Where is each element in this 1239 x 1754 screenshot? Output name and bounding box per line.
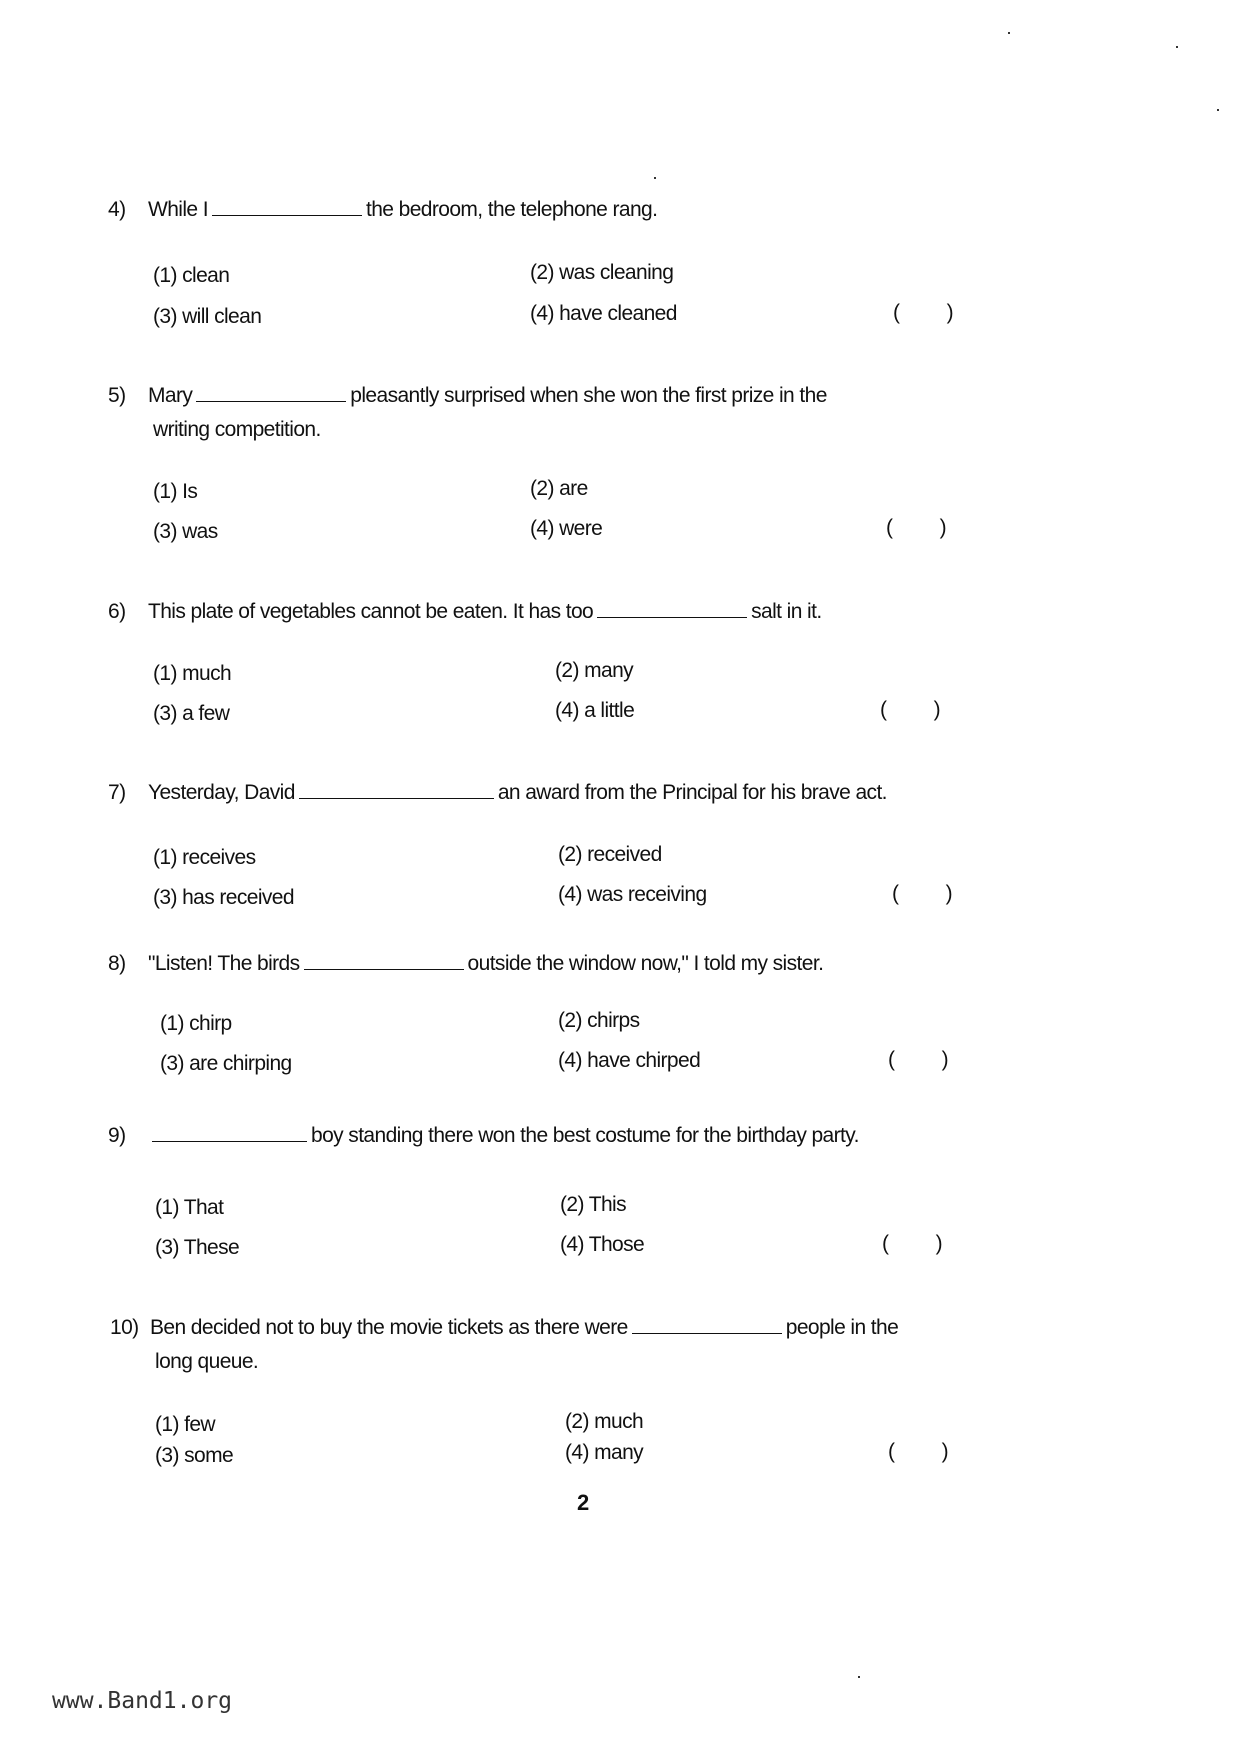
option-1: (1) much bbox=[153, 662, 232, 685]
answer-blank bbox=[196, 387, 346, 402]
question-stem bbox=[148, 952, 823, 976]
answer-box[interactable]: ( ) bbox=[888, 1048, 949, 1071]
answer-box[interactable]: ( ) bbox=[882, 1232, 943, 1255]
question-text-after: outside the window now," I told my sister. bbox=[467, 952, 824, 975]
option-3: (3) are chirping bbox=[160, 1052, 292, 1075]
question-stem bbox=[148, 198, 657, 222]
option-4: (4) Those bbox=[560, 1233, 645, 1256]
answer-blank bbox=[304, 955, 464, 970]
question-number: 5) bbox=[108, 384, 126, 407]
option-3: (3) will clean bbox=[153, 305, 262, 328]
option-2: (2) This bbox=[560, 1193, 626, 1216]
answer-box[interactable]: ( ) bbox=[888, 1440, 949, 1463]
answer-blank bbox=[299, 784, 494, 799]
option-1: (1) clean bbox=[153, 264, 230, 287]
question-text-before: "Listen! The birds bbox=[148, 952, 300, 975]
question-text-after: an award from the Principal for his brave act. bbox=[497, 781, 887, 804]
option-1: (1) few bbox=[155, 1413, 215, 1436]
option-4: (4) was receiving bbox=[558, 883, 707, 906]
watermark: www.Band1.org bbox=[52, 1688, 233, 1714]
option-3: (3) has received bbox=[153, 886, 294, 909]
answer-blank bbox=[212, 201, 362, 216]
scan-speck bbox=[654, 177, 656, 179]
question-text-line2: long queue. bbox=[155, 1350, 259, 1373]
option-4: (4) were bbox=[530, 517, 603, 540]
question-number: 10) bbox=[110, 1316, 139, 1339]
option-3: (3) a few bbox=[153, 702, 230, 725]
option-2: (2) much bbox=[565, 1410, 644, 1433]
question-text-before: This plate of vegetables cannot be eaten. It has too bbox=[148, 600, 594, 623]
question-stem bbox=[148, 600, 822, 624]
question-text-after: pleasantly surprised when she won the first prize in the bbox=[350, 384, 827, 407]
question-text-before: While I bbox=[148, 198, 208, 221]
question-text-after: the bedroom, the telephone rang. bbox=[365, 198, 658, 221]
question-text-after: boy standing there won the best costume for the birthday party. bbox=[311, 1124, 859, 1147]
scan-speck bbox=[858, 1676, 860, 1678]
option-3: (3) These bbox=[155, 1236, 240, 1259]
answer-box[interactable]: ( ) bbox=[886, 516, 947, 539]
question-stem bbox=[148, 781, 887, 805]
answer-box[interactable]: ( ) bbox=[893, 301, 954, 324]
question-text-after: salt in it. bbox=[751, 600, 822, 623]
option-4: (4) many bbox=[565, 1441, 644, 1464]
scan-speck bbox=[1176, 46, 1178, 48]
scan-speck bbox=[1217, 109, 1219, 111]
option-3: (3) some bbox=[155, 1444, 234, 1467]
option-2: (2) received bbox=[558, 843, 662, 866]
question-number: 7) bbox=[108, 781, 126, 804]
answer-blank bbox=[632, 1319, 782, 1334]
option-4: (4) have cleaned bbox=[530, 302, 677, 325]
scan-speck bbox=[1008, 32, 1010, 34]
option-1: (1) chirp bbox=[160, 1012, 232, 1035]
option-1: (1) receives bbox=[153, 846, 256, 869]
question-text-before: Ben decided not to buy the movie tickets as there were bbox=[150, 1316, 628, 1339]
option-2: (2) many bbox=[555, 659, 634, 682]
question-number: 8) bbox=[108, 952, 126, 975]
option-2: (2) are bbox=[530, 477, 588, 500]
question-stem bbox=[150, 1316, 898, 1340]
answer-blank bbox=[152, 1127, 307, 1142]
question-text-before: Yesterday, David bbox=[148, 781, 295, 804]
option-1: (1) That bbox=[155, 1196, 224, 1219]
answer-blank bbox=[597, 603, 747, 618]
option-3: (3) was bbox=[153, 520, 218, 543]
question-stem bbox=[148, 1124, 859, 1148]
question-number: 6) bbox=[108, 600, 126, 623]
option-4: (4) a little bbox=[555, 699, 635, 722]
option-4: (4) have chirped bbox=[558, 1049, 701, 1072]
question-text-line2: writing competition. bbox=[153, 418, 321, 441]
question-text-before: Mary bbox=[148, 384, 193, 407]
answer-box[interactable]: ( ) bbox=[880, 698, 941, 721]
answer-box[interactable]: ( ) bbox=[892, 882, 953, 905]
option-2: (2) chirps bbox=[558, 1009, 640, 1032]
question-text-after: people in the bbox=[785, 1316, 899, 1339]
option-1: (1) Is bbox=[153, 480, 198, 503]
question-number: 4) bbox=[108, 198, 126, 221]
page-number: 2 bbox=[577, 1490, 590, 1515]
question-stem bbox=[148, 384, 827, 408]
option-2: (2) was cleaning bbox=[530, 261, 674, 284]
question-number: 9) bbox=[108, 1124, 126, 1147]
